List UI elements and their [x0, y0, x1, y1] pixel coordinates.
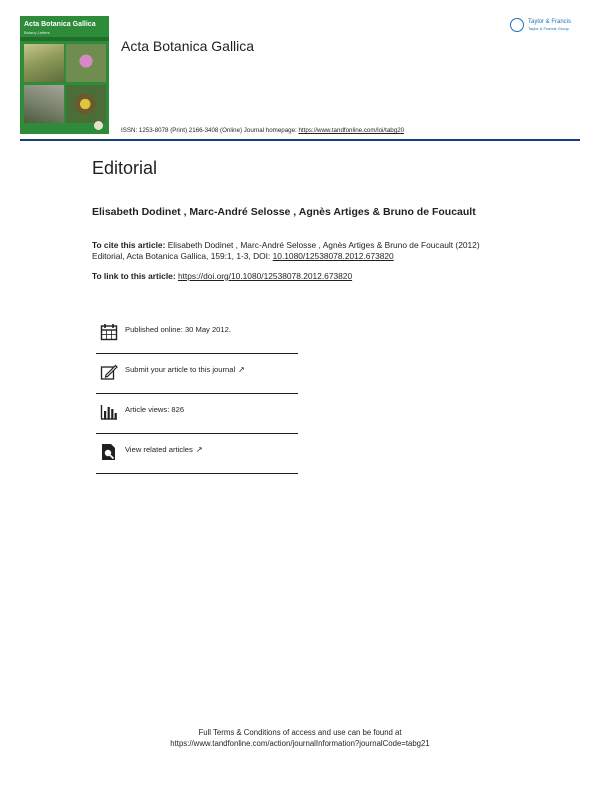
footer-terms-url[interactable]: https://www.tandfonline.com/action/journalInformation?journalCode=tabg21 — [170, 739, 430, 748]
doi-link[interactable]: https://doi.org/10.1080/12538078.2012.673820 — [177, 271, 353, 281]
related-articles-label: View related articles — [125, 445, 193, 454]
publisher-logo-icon — [510, 18, 524, 32]
publisher-logo[interactable] — [510, 16, 582, 36]
footer — [0, 727, 600, 749]
article-views: Article views: 826 — [125, 405, 185, 414]
bar-chart-icon — [100, 403, 118, 421]
submit-row[interactable] — [96, 354, 298, 394]
cover-seal-icon — [94, 121, 103, 130]
footer-terms: Full Terms & Conditions of access and use can be found at — [198, 728, 402, 737]
journal-cover — [20, 16, 109, 134]
link-label: To link to this article: — [92, 271, 178, 281]
cover-photo-rocks — [24, 85, 64, 123]
external-link-icon: ↗ — [238, 365, 245, 374]
calendar-icon — [100, 323, 118, 341]
cover-subtitle: Botany Letters — [24, 30, 50, 35]
cover-photo-orchid — [66, 85, 106, 123]
submit-article-label: Submit your article to this journal — [125, 365, 236, 374]
views-row — [96, 394, 298, 434]
search-document-icon — [100, 443, 118, 461]
cover-band — [20, 37, 109, 41]
citation-block — [92, 240, 512, 262]
submit-article-link[interactable] — [125, 365, 245, 374]
journal-name: Acta Botanica Gallica — [121, 38, 255, 54]
published-row — [96, 314, 298, 354]
cite-doi-link[interactable]: 10.1080/12538078.2012.673820 — [272, 251, 394, 261]
article-info-list — [96, 314, 298, 474]
cite-text: Elisabeth Dodinet , Marc-André Selosse , Agnès Artiges & Bruno de Foucault (2012) Editorial, Acta Botanica Gallica, 159:1, 1-3, DOI: — [92, 240, 480, 261]
link-block — [92, 271, 352, 281]
issn-text: ISSN: 1253-8078 (Print) 2166-3408 (Online) Journal homepage: — [121, 127, 299, 134]
published-date: Published online: 30 May 2012. — [125, 325, 231, 334]
cover-photo-flower — [66, 44, 106, 82]
journal-homepage-link[interactable]: https://www.tandfonline.com/loi/tabg20 — [298, 127, 405, 134]
cover-title: Acta Botanica Gallica — [24, 21, 96, 28]
cite-label: To cite this article: — [92, 240, 166, 250]
cover-photo-grass — [24, 44, 64, 82]
header-divider — [20, 139, 580, 141]
related-articles-link[interactable] — [125, 445, 203, 454]
external-link-icon: ↗ — [195, 445, 203, 454]
issn-line — [121, 127, 404, 134]
publisher-line2: Taylor & Francis Group — [528, 26, 569, 31]
article-title: Editorial — [92, 158, 158, 178]
publisher-name — [528, 19, 571, 31]
related-row[interactable] — [96, 434, 298, 474]
article-authors: Elisabeth Dodinet , Marc-André Selosse , Agnès Artiges & Bruno de Foucault — [92, 206, 476, 218]
edit-icon — [100, 363, 118, 381]
publisher-line1: Taylor & Francis — [528, 19, 572, 25]
